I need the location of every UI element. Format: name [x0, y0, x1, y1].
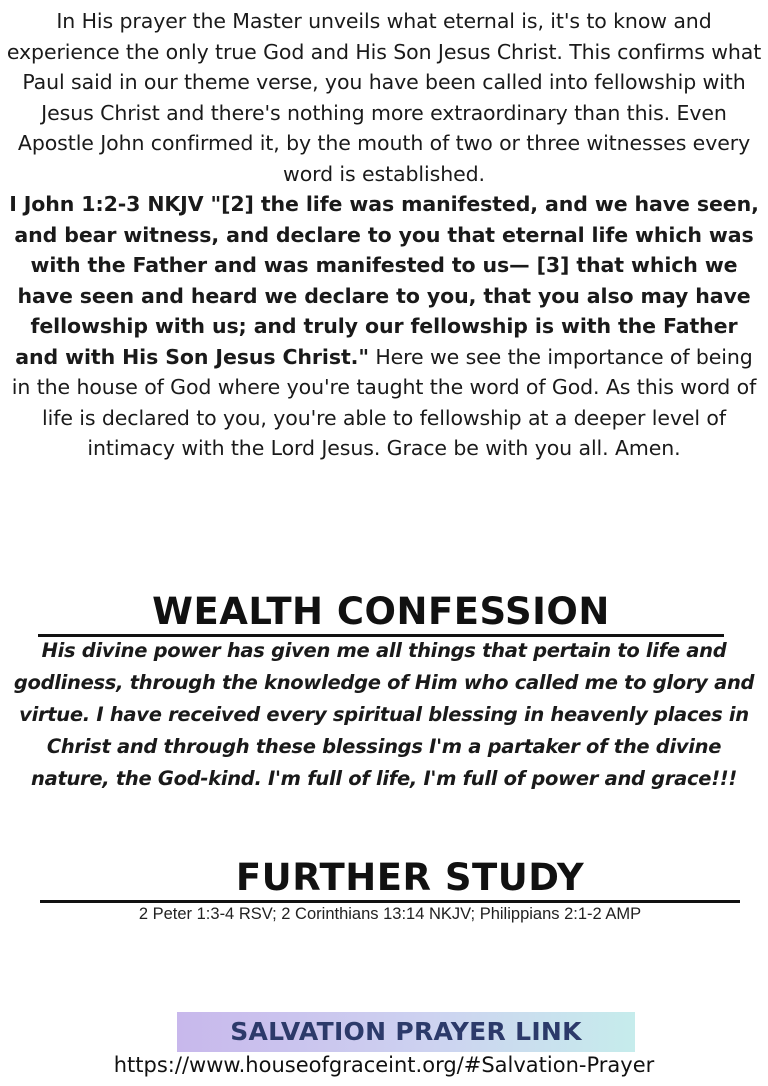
scripture-quote: I John 1:2-3 NKJV "[2] the life was manifested, and we have seen, and bear witness, and declare to you that eternal life which was with the Father and was manifested to us— [3] that which we have seen and heard we declare to you, that you also may have fellowship with us; and truly our fellowship is with the Father and with His Son Jesus Christ.": [9, 192, 759, 369]
further-study-heading: [40, 856, 740, 903]
wealth-confession-title: WEALTH CONFESSION: [152, 590, 610, 633]
wealth-confession-heading: [38, 590, 724, 637]
closing-text: Here we see the importance of being in the house of God where you're taught the word of God. As this word of life is declared to you, you're able to fellowship at a deeper level of intimacy with the Lord Jesus. Grace be with you all. Amen.: [11, 344, 757, 460]
devotional-body: [6, 6, 762, 464]
intro-text: In His prayer the Master unveils what eternal is, it's to know and experience the only true God and His Son Jesus Christ. This confirms what Paul said in our theme verse, you have been called into fellowship with Jesus Christ and there's nothing more extraordinary than this. Even Apostle John confirmed it, by the mouth of two or three witnesses every word is established.: [6, 9, 762, 186]
devotional-paragraph: [6, 6, 762, 464]
wealth-confession-text: His divine power has given me all things that pertain to life and godliness, through the knowledge of Him who called me to glory and virtue. I have received every spiritual blessing in heavenly places in Christ and through these blessings I'm a partaker of the divine nature, the God-kind. I'm full of life, I'm full of power and grace!!!: [13, 639, 755, 790]
salvation-prayer-banner: [177, 1012, 635, 1052]
salvation-prayer-label: SALVATION PRAYER LINK: [230, 1017, 582, 1046]
further-study-title: FURTHER STUDY: [235, 856, 585, 899]
salvation-prayer-link[interactable]: https://www.houseofgraceint.org/#Salvation-Prayer: [113, 1053, 655, 1077]
further-study-references: 2 Peter 1:3-4 RSV; 2 Corinthians 13:14 NKJV; Philippians 2:1-2 AMP: [138, 905, 642, 923]
